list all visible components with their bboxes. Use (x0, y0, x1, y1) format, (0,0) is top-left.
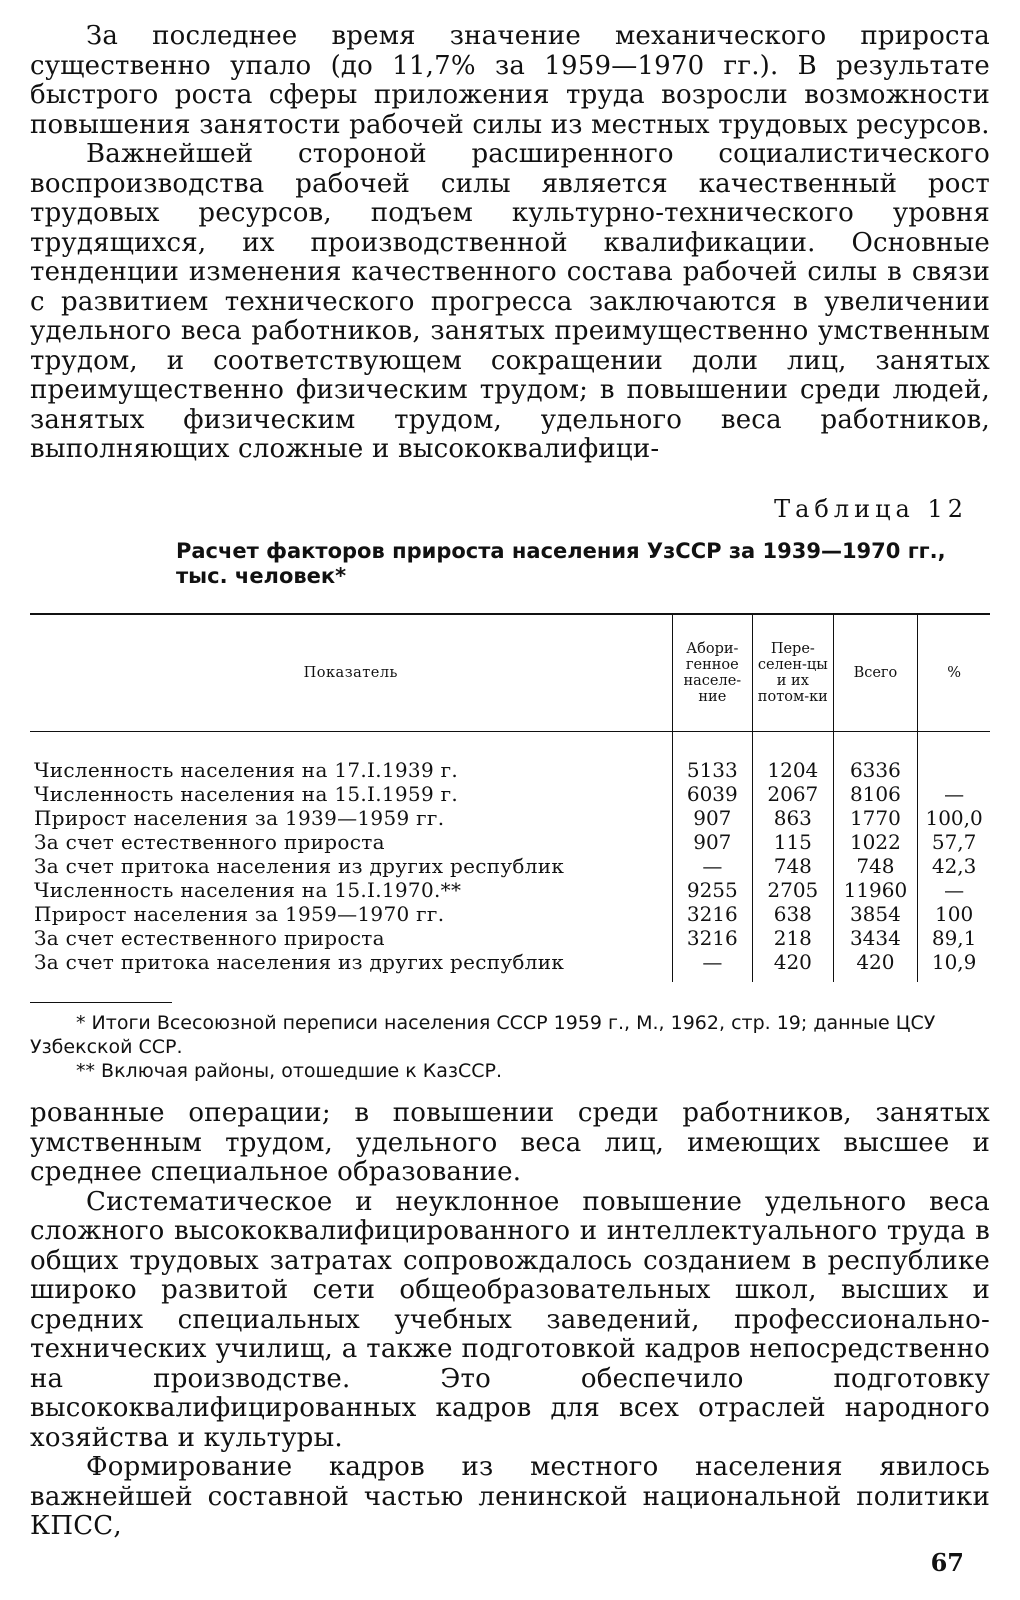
table-row (30, 854, 990, 878)
row-label: Численность населения на 15.I.1970.** (34, 878, 462, 902)
cell-total: 6336 (833, 732, 918, 783)
cell-total: 11960 (833, 878, 918, 902)
cell-total: 8106 (833, 782, 918, 806)
footnote-divider (30, 1002, 172, 1003)
cell-total: 1022 (833, 830, 918, 854)
cell-percent: 10,9 (918, 950, 990, 982)
cell-percent: 42,3 (918, 854, 990, 878)
continued-text (30, 1099, 990, 1542)
cell-percent (918, 732, 990, 783)
table-row (30, 782, 990, 806)
document-page (30, 22, 990, 1542)
cell-total: 420 (833, 950, 918, 982)
cell-aboriginal: — (672, 854, 753, 878)
header-indicator: Показатель (30, 614, 672, 732)
footnote-1: * Итоги Всесоюзной переписи населения СССР 1959 г., М., 1962, стр. 19; данные ЦСУ Узбекской ССР. (30, 1012, 936, 1058)
table-header-row (30, 614, 990, 732)
paragraph-1: За последнее время значение механического прироста существенно упало (до 11,7% за 1959—1970 гг.). В результате быстрого роста сферы приложения труда возросли возможности повышения занятости рабочей силы из местных трудовых ресурсов. (30, 21, 990, 140)
row-label: За счет естественного прироста (34, 830, 385, 854)
cell-aboriginal: 5133 (672, 732, 753, 783)
table-row (30, 950, 990, 982)
footnotes (30, 1011, 990, 1083)
cell-settlers: 2705 (753, 878, 834, 902)
cell-total: 1770 (833, 806, 918, 830)
header-total: Всего (833, 614, 918, 732)
cell-settlers: 115 (753, 830, 834, 854)
cell-percent: 57,7 (918, 830, 990, 854)
cell-aboriginal: 3216 (672, 902, 753, 926)
cell-settlers: 638 (753, 902, 834, 926)
header-settlers: Пере-селен-цы и их потом-ки (753, 614, 834, 732)
row-label: Численность населения на 17.I.1939 г. (34, 758, 459, 782)
cell-aboriginal: 907 (672, 830, 753, 854)
cell-settlers: 863 (753, 806, 834, 830)
cell-settlers: 2067 (753, 782, 834, 806)
cell-percent: 100,0 (918, 806, 990, 830)
cell-percent: — (918, 878, 990, 902)
row-label: За счет естественного прироста (34, 926, 385, 950)
cell-settlers: 748 (753, 854, 834, 878)
cell-aboriginal: 9255 (672, 878, 753, 902)
table-row (30, 926, 990, 950)
paragraph-5: Формирование кадров из местного населения явилось важнейшей составной частью ленинской национальной политики КПСС, (30, 1452, 990, 1541)
table-row (30, 732, 990, 783)
cell-aboriginal: 907 (672, 806, 753, 830)
cell-settlers: 420 (753, 950, 834, 982)
table-row (30, 878, 990, 902)
row-label: Численность населения на 15.I.1959 г. (34, 782, 459, 806)
cell-aboriginal: 3216 (672, 926, 753, 950)
cell-settlers: 218 (753, 926, 834, 950)
cell-percent: — (918, 782, 990, 806)
header-percent: % (918, 614, 990, 732)
cell-settlers: 1204 (753, 732, 834, 783)
paragraph-2: Важнейшей стороной расширенного социалистического воспроизводства рабочей силы является качественный рост трудовых ресурсов, подъем культурно-технического уровня трудящихся, их производственной квалификации. Основные тенденции изменения качественного состава рабочей силы в связи с развитием технического прогресса заключаются в увеличении удельного веса работников, занятых преимущественно умственным трудом, и соответствующем сокращении доли лиц, занятых преимущественно физическим трудом; в повышении среди людей, занятых физическим трудом, удельного веса работников, выполняющих сложные и высококвалифици- (30, 139, 990, 464)
cell-aboriginal: — (672, 950, 753, 982)
header-aboriginal: Абори-генное населе-ние (672, 614, 753, 732)
row-label: Прирост населения за 1939—1959 гг. (34, 806, 445, 830)
table-title: Расчет факторов прироста населения УзССР за 1939—1970 гг., тыс. человек* (176, 538, 946, 588)
row-label: Прирост населения за 1959—1970 гг. (34, 902, 445, 926)
table-row (30, 902, 990, 926)
cell-percent: 89,1 (918, 926, 990, 950)
cell-total: 748 (833, 854, 918, 878)
page-number: 67 (930, 1548, 964, 1577)
footnote-2: ** Включая районы, отошедшие к КазССР. (76, 1060, 502, 1082)
table-row (30, 830, 990, 854)
paragraph-3: рованные операции; в повышении среди работников, занятых умственным трудом, удельного веса лиц, имеющих высшее и среднее специальное образование. (30, 1098, 990, 1187)
paragraph-4: Систематическое и неуклонное повышение удельного веса сложного высококвалифицированного и интеллектуального труда в общих трудовых затратах сопровождалось созданием в республике широко развитой сети общеобразовательных школ, высших и средних специальных учебных заведений, профессионально-технических училищ, а также подготовкой кадров непосредственно на производстве. Это обеспечило подготовку высококвалифицированных кадров для всех отраслей народного хозяйства и культуры. (30, 1186, 990, 1453)
cell-total: 3434 (833, 926, 918, 950)
cell-aboriginal: 6039 (672, 782, 753, 806)
cell-percent: 100 (918, 902, 990, 926)
row-label: За счет притока населения из других республик (34, 854, 565, 878)
row-label: За счет притока населения из других республик (34, 950, 565, 974)
table-row (30, 806, 990, 830)
data-table (30, 613, 990, 983)
table-label: Таблица 12 (774, 494, 968, 523)
cell-total: 3854 (833, 902, 918, 926)
